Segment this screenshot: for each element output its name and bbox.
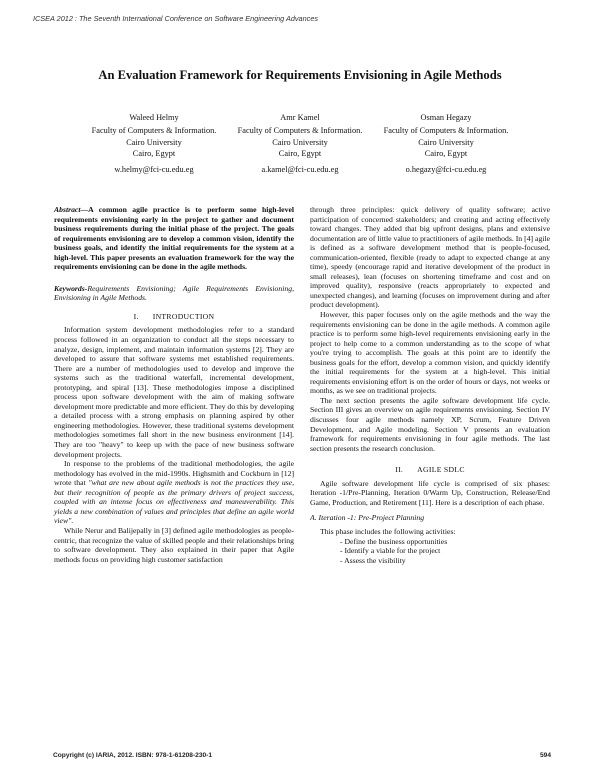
paragraph-quote: "what are new about agile methods is not the practices they use, but their recognition of people as the primary drivers of project success, coupled with an intense focus on effectiveness and maneuverability. This yields a new combination of values and principles that define an agile world view".: [54, 478, 295, 526]
author-location: Cairo, Egypt: [132, 148, 176, 158]
list-item: - Assess the visibility: [340, 556, 550, 566]
subsection-heading: A. Iteration -1: Pre-Project Planning: [310, 513, 425, 523]
page-number: 594: [540, 752, 552, 759]
left-column: [54, 205, 294, 564]
paragraph: The next section presents the agile software development life cycle. Section III gives an overview on agile requirements envisioning. Section IV discusses four agile methods namely XP, Scrum, Feature Driven Development, and Agile modeling. Section V presents an evaluation framework for requirements envisioning in four agile methods. The last section presents the research conclusion.: [310, 395, 550, 453]
paragraph: However, this paper focuses only on the agile methods and the way the requirements envisioning can be done in the agile methods. A common agile practice is to perform some high-level requirements envisioning early in the project to help come to a common understanding as to the scope of what you're trying to accomplish. The goals at this point are to identify the business goals for the effort, develop a common vision, and quickly identify the initial requirements for the system at a high-level. This initial requirements envisioning effort is on the order of hours or days, not weeks or months, as we see on traditional projects.: [310, 310, 550, 396]
paragraph: [54, 459, 294, 526]
author-email: w.helmy@fci-cu.edu.eg: [114, 165, 194, 175]
author-location: Cairo, Egypt: [424, 148, 468, 158]
section-title: AGILE SDLC: [417, 465, 465, 475]
author-university: Cairo University: [418, 137, 474, 147]
paragraph: This phase includes the following activities:: [320, 526, 456, 536]
paragraph-text: In response to the problems of the traditional methodologies, the agile methodology has evolved in the mid-1990s. Highsmith and Cockburn in [12] wrote that: [54, 459, 294, 488]
footer-copyright: Copyright (c) IARIA, 2012. ISBN: 978-1-61208-230-1: [53, 752, 213, 759]
author-name: Osman Hegazy: [420, 113, 472, 122]
right-column: [310, 205, 550, 565]
paragraph: through three principles: quick delivery of quality software; active participation of concerned stakeholders; and creating and acting effectively toward changes. They added that big upfront designs, plans and extensive documentation are of little value to practitioners of agile methods. In [4] agile is defined as a software development method that is people-focused, communication-oriented, flexible (ready to adapt to expected change at any time), speedy (encourage rapid and iterative development of the product in small releases), lean (focuses on shortening timeframe and cost and on improved quality), responsive (reacts appropriately to expected and unexpected changes), and learning (focuses on improvement during and after product development).: [310, 205, 550, 310]
author-location: Cairo, Egypt: [278, 148, 322, 158]
author-email: o.hegazy@fci-cu.edu.eg: [405, 165, 487, 175]
section-number: I.: [133, 311, 139, 321]
author-university: Cairo University: [272, 137, 328, 147]
paragraph: While Nerur and Balijepally in [3] defined agile methodologies as people-centric, that recognize the value of skilled people and their relationships bring to software development. They also explained in their paper that Agile methods focus on providing high customer satisfaction: [54, 525, 294, 564]
author-affiliation: Faculty of Computers & Information.: [237, 126, 363, 136]
author-name: Waleed Helmy: [129, 113, 179, 122]
abstract: [54, 205, 294, 272]
conference-header: ICSEA 2012 : The Seventh International Conference on Software Engineering Advances: [33, 14, 319, 23]
author-block-3: [356, 112, 536, 175]
author-name: Amr Kamel: [280, 113, 320, 122]
section-title: INTRODUCTION: [152, 311, 215, 321]
paper-title: An Evaluation Framework for Requirements Envisioning in Agile Methods: [98, 68, 502, 82]
keywords-label: Keywords-: [54, 283, 88, 293]
list-item: - Identify a viable for the project: [340, 546, 550, 556]
list-item: - Define the business opportunities: [340, 537, 550, 547]
section-number: II.: [395, 465, 404, 475]
author-email: a.kamel@fci-cu.edu.eg: [261, 165, 339, 175]
paragraph: Agile software development life cycle is comprised of six phases: Iteration -1/Pre-Planning, Iteration 0/Warm Up, Construction, Release/End Game, Production, and Retirement [11]. Here is a description of each phase.: [310, 478, 550, 507]
keywords: [54, 284, 294, 303]
paragraph: Information system development methodologies refer to a standard process followed in an organization to conduct all the steps necessary to analyze, design, implement, and maintain information systems [2]. They are developed to assure that software systems met established requirements. There are a number of methodologies used to develop and improve the systems such as the traditional waterfall, incremental development, prototyping, and spiral [13]. These methodologies impose a disciplined process upon software development with the aim of making software development more predictable and more efficient. They do this by developing a detailed process with a strong emphasis on planning aspired by other engineering methodologies. However, these traditional systems development methodologies sometimes fall short in the new business environment [14]. They are too "heavy" to keep up with the pace of new business software development projects.: [54, 325, 294, 459]
bullet-list: [310, 537, 550, 566]
keywords-text: Requirements Envisioning; Agile Requirements Envisioning, Envisioning in Agile Methods.: [54, 283, 294, 303]
abstract-text: —A common agile practice is to perform some high-level requirements envisioning early in the project to gather and document business requirements during the initial phase of the project. The goals of requirements envisioning are to develop a common vision, identify the business goals, and identify the initial requirements for the system at a high-level. This paper presents an evaluation framework for the way the requirements envisioning can be done in the agile methods.: [54, 205, 294, 272]
author-university: Cairo University: [126, 137, 182, 147]
author-affiliation: Faculty of Computers & Information.: [91, 126, 217, 136]
section-heading-introduction: [54, 312, 294, 322]
section-heading-agile-sdlc: [310, 465, 550, 475]
abstract-label: Abstract: [54, 205, 81, 214]
author-affiliation: Faculty of Computers & Information.: [383, 126, 509, 136]
